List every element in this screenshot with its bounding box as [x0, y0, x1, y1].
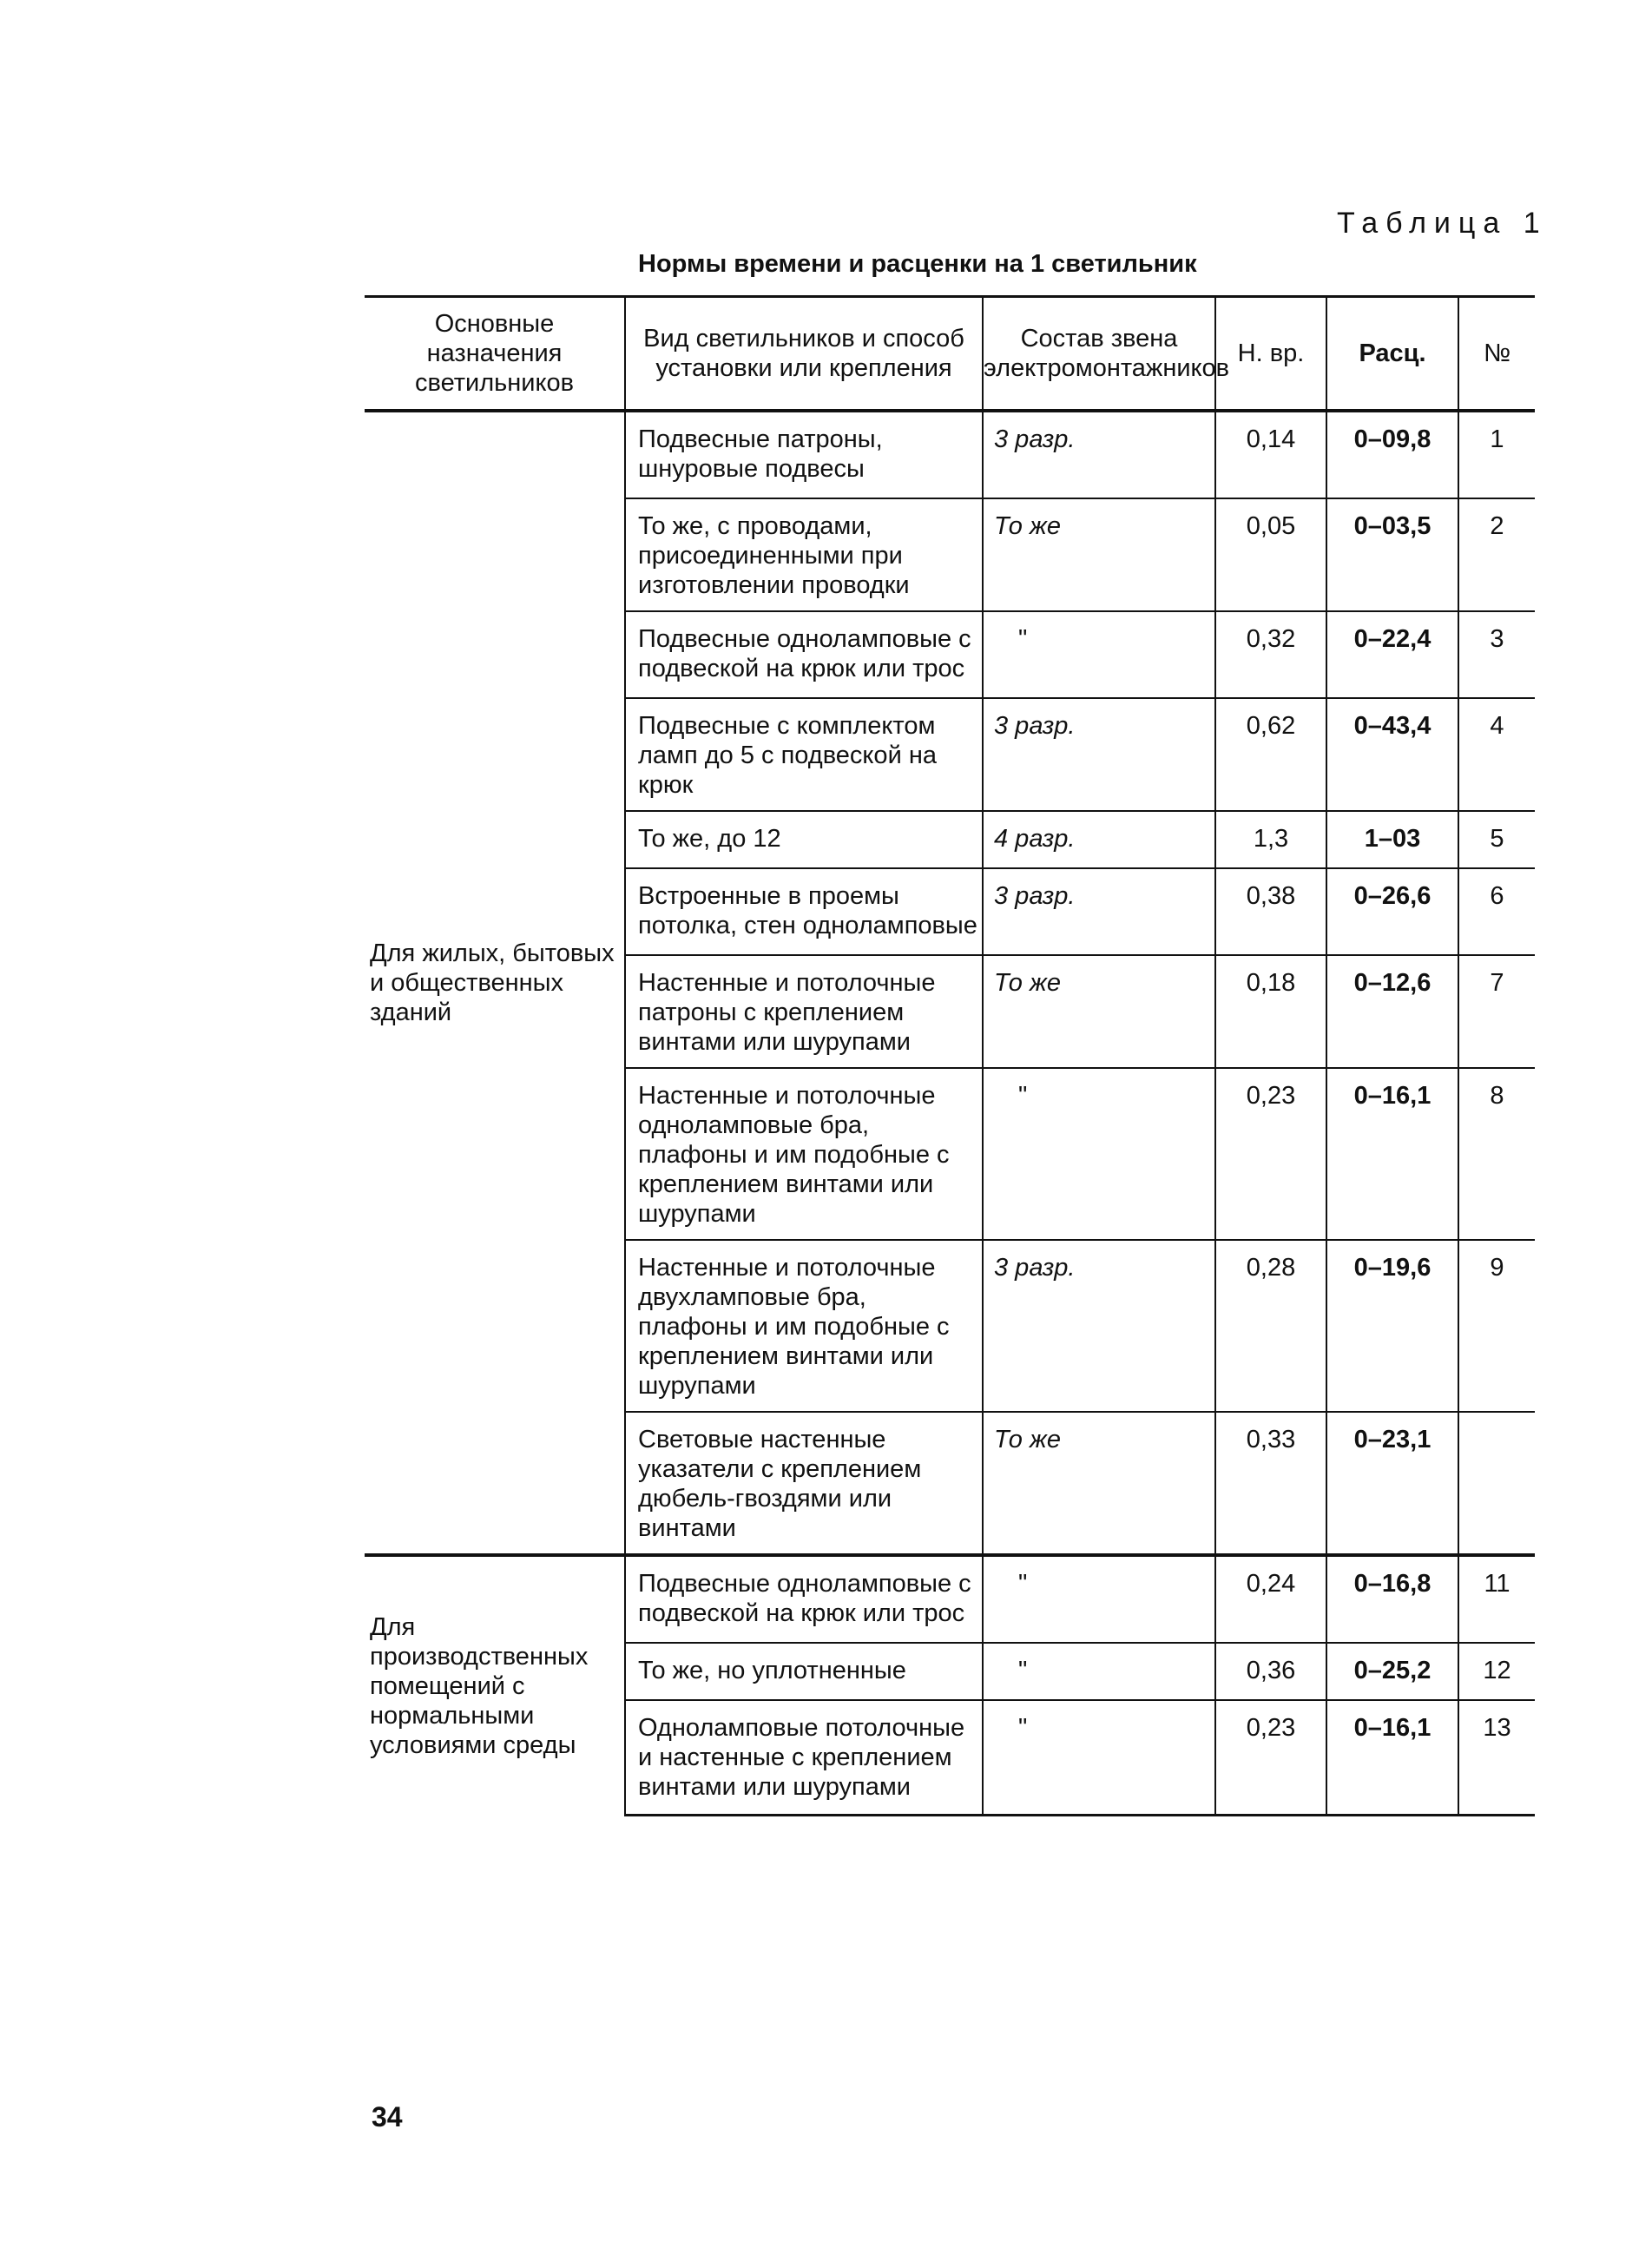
table-title: Нормы времени и расценки на 1 светильник — [638, 250, 1197, 278]
time-norm-cell — [1215, 1555, 1326, 1643]
header-purpose: Основные назначения светильников — [365, 297, 625, 412]
fixture-type-text: Настенные и потолочные двухламповые бра, плафоны и им подобные с креплением винтами или шурупами — [638, 1254, 950, 1400]
crew-text: " — [1018, 625, 1028, 653]
time-norm-cell — [1215, 411, 1326, 498]
time-norm-cell — [1215, 1068, 1326, 1240]
time-norm-cell — [1215, 1643, 1326, 1700]
fixture-type-text: Световые настенные указатели с креплением дюбель-гвоздями или винтами — [638, 1426, 922, 1542]
crew-text: То же — [994, 512, 1062, 540]
rate-cell — [1326, 1412, 1458, 1555]
crew-cell — [983, 868, 1215, 955]
fixture-type-text: Подвесные одноламповые с подвеской на крюк или трос — [638, 625, 971, 682]
row-number-text: 3 — [1490, 625, 1504, 653]
rate-text: 0–16,8 — [1353, 1570, 1432, 1598]
row-number-cell — [1458, 868, 1535, 955]
rate-cell — [1326, 611, 1458, 698]
rate-text: 0–22,4 — [1353, 625, 1432, 653]
crew-cell — [983, 698, 1215, 811]
header-crew: Состав звена электромонтажников — [983, 297, 1215, 412]
rate-cell — [1326, 1555, 1458, 1643]
time-norm-text: 1,3 — [1253, 825, 1289, 853]
rate-text: 0–25,2 — [1353, 1657, 1432, 1684]
rate-text: 0–23,1 — [1353, 1426, 1432, 1454]
time-norm-cell — [1215, 811, 1326, 868]
header-type: Вид светильников и способ установки или крепления — [625, 297, 983, 412]
row-number-cell — [1458, 811, 1535, 868]
row-number-cell — [1458, 498, 1535, 611]
time-norm-text: 0,32 — [1246, 625, 1296, 653]
time-norm-text: 0,36 — [1246, 1657, 1296, 1684]
time-norm-text: 0,14 — [1246, 425, 1296, 453]
row-number-cell — [1458, 1068, 1535, 1240]
group-purpose: Для жилых, бытовых и общественных зданий — [365, 411, 625, 1555]
crew-text: То же — [994, 969, 1062, 997]
row-number-text: 6 — [1490, 882, 1504, 910]
rate-cell — [1326, 411, 1458, 498]
time-norm-cell — [1215, 1412, 1326, 1555]
fixture-type-text: Подвесные с комплектом ламп до 5 с подвеской на крюк — [638, 712, 937, 799]
row-number-cell — [1458, 1240, 1535, 1412]
row-number-text: 11 — [1484, 1570, 1510, 1598]
fixture-type-text: То же, с проводами, присоединенными при изготовлении проводки — [638, 512, 910, 599]
rate-cell — [1326, 1700, 1458, 1816]
crew-text: " — [1018, 1082, 1028, 1110]
header-rate: Расц. — [1326, 297, 1458, 412]
crew-cell — [983, 498, 1215, 611]
group-purpose: Для производственных помещений с нормальными условиями среды — [365, 1555, 625, 1816]
rate-cell — [1326, 811, 1458, 868]
fixture-type-text: Подвесные патроны, шнуровые подвесы — [638, 425, 883, 483]
time-norm-cell — [1215, 498, 1326, 611]
table-body — [365, 411, 1535, 1816]
time-norm-text: 0,24 — [1246, 1570, 1296, 1598]
table-label: Таблица 1 — [1337, 207, 1548, 240]
row-number-text: 13 — [1483, 1714, 1511, 1742]
crew-text: 3 разр. — [994, 1254, 1076, 1282]
fixture-type-text: Настенные и потолочные патроны с креплением винтами или шурупами — [638, 969, 936, 1056]
time-norm-text: 0,23 — [1246, 1714, 1296, 1742]
rate-text: 0–09,8 — [1353, 425, 1432, 453]
fixture-type-cell — [625, 498, 983, 611]
fixture-type-cell — [625, 1240, 983, 1412]
fixture-type-text: Подвесные одноламповые с подвеской на крюк или трос — [638, 1570, 971, 1627]
row-number-cell — [1458, 698, 1535, 811]
row-number-text: 1 — [1490, 425, 1504, 453]
norms-table — [365, 295, 1535, 1816]
crew-text: 3 разр. — [994, 882, 1076, 910]
row-number-text: 2 — [1490, 512, 1504, 540]
fixture-type-text: Настенные и потолочные одноламповые бра, плафоны и им подобные с креплением винтами или шурупами — [638, 1082, 950, 1228]
fixture-type-cell — [625, 1412, 983, 1555]
table-row — [365, 411, 1535, 498]
crew-text: " — [1018, 1714, 1028, 1742]
time-norm-text: 0,18 — [1246, 969, 1296, 997]
row-number-cell — [1458, 1555, 1535, 1643]
crew-text: " — [1018, 1657, 1028, 1684]
header-row — [365, 297, 1535, 412]
fixture-type-cell — [625, 1643, 983, 1700]
rate-text: 0–03,5 — [1353, 512, 1432, 540]
rate-cell — [1326, 498, 1458, 611]
fixture-type-text: Встроенные в проемы потолка, стен одноламповые — [638, 882, 977, 939]
crew-cell — [983, 955, 1215, 1068]
crew-cell — [983, 411, 1215, 498]
time-norm-text: 0,33 — [1246, 1426, 1296, 1454]
fixture-type-cell — [625, 1555, 983, 1643]
fixture-type-cell — [625, 1700, 983, 1816]
crew-text: 4 разр. — [994, 825, 1076, 853]
crew-text: 3 разр. — [994, 425, 1076, 453]
crew-cell — [983, 1700, 1215, 1816]
rate-cell — [1326, 1643, 1458, 1700]
crew-text: 3 разр. — [994, 712, 1076, 740]
row-number-cell — [1458, 1412, 1535, 1555]
time-norm-text: 0,05 — [1246, 512, 1296, 540]
fixture-type-text: Одноламповые потолочные и настенные с креплением винтами или шурупами — [638, 1714, 965, 1801]
fixture-type-cell — [625, 868, 983, 955]
row-number-cell — [1458, 1700, 1535, 1816]
fixture-type-cell — [625, 955, 983, 1068]
fixture-type-cell — [625, 811, 983, 868]
row-number-text: 8 — [1490, 1082, 1504, 1110]
crew-text: То же — [994, 1426, 1062, 1454]
row-number-text: 12 — [1483, 1657, 1511, 1684]
time-norm-cell — [1215, 868, 1326, 955]
crew-cell — [983, 811, 1215, 868]
time-norm-text: 0,28 — [1246, 1254, 1296, 1282]
time-norm-text: 0,38 — [1246, 882, 1296, 910]
fixture-type-text: То же, до 12 — [638, 825, 781, 853]
crew-cell — [983, 611, 1215, 698]
row-number-text: 4 — [1490, 712, 1504, 740]
rate-cell — [1326, 698, 1458, 811]
rate-text: 0–16,1 — [1353, 1714, 1432, 1742]
header-time: Н. вр. — [1215, 297, 1326, 412]
crew-cell — [983, 1068, 1215, 1240]
rate-text: 0–16,1 — [1353, 1082, 1432, 1110]
row-number-cell — [1458, 411, 1535, 498]
time-norm-cell — [1215, 955, 1326, 1068]
row-number-text: 5 — [1490, 825, 1504, 853]
rate-cell — [1326, 955, 1458, 1068]
table-row — [365, 1555, 1535, 1643]
fixture-type-cell — [625, 1068, 983, 1240]
crew-cell — [983, 1240, 1215, 1412]
time-norm-cell — [1215, 611, 1326, 698]
time-norm-cell — [1215, 698, 1326, 811]
fixture-type-cell — [625, 611, 983, 698]
row-number-cell — [1458, 955, 1535, 1068]
row-number-cell — [1458, 611, 1535, 698]
time-norm-text: 0,23 — [1246, 1082, 1296, 1110]
row-number-cell — [1458, 1643, 1535, 1700]
rate-text: 0–12,6 — [1353, 969, 1432, 997]
time-norm-text: 0,62 — [1246, 712, 1296, 740]
rate-text: 0–43,4 — [1353, 712, 1432, 740]
page-number: 34 — [372, 2101, 403, 2132]
rate-text: 0–26,6 — [1353, 882, 1432, 910]
time-norm-cell — [1215, 1240, 1326, 1412]
rate-cell — [1326, 1240, 1458, 1412]
crew-cell — [983, 1555, 1215, 1643]
rate-text: 1–03 — [1364, 825, 1421, 853]
time-norm-cell — [1215, 1700, 1326, 1816]
rate-cell — [1326, 1068, 1458, 1240]
rate-cell — [1326, 868, 1458, 955]
rate-text: 0–19,6 — [1353, 1254, 1432, 1282]
fixture-type-cell — [625, 698, 983, 811]
fixture-type-text: То же, но уплотненные — [638, 1657, 906, 1684]
row-number-text: 7 — [1490, 969, 1504, 997]
crew-cell — [983, 1412, 1215, 1555]
crew-text: " — [1018, 1570, 1028, 1598]
fixture-type-cell — [625, 411, 983, 498]
crew-cell — [983, 1643, 1215, 1700]
row-number-text: 9 — [1490, 1254, 1504, 1282]
header-number: № — [1458, 297, 1535, 412]
